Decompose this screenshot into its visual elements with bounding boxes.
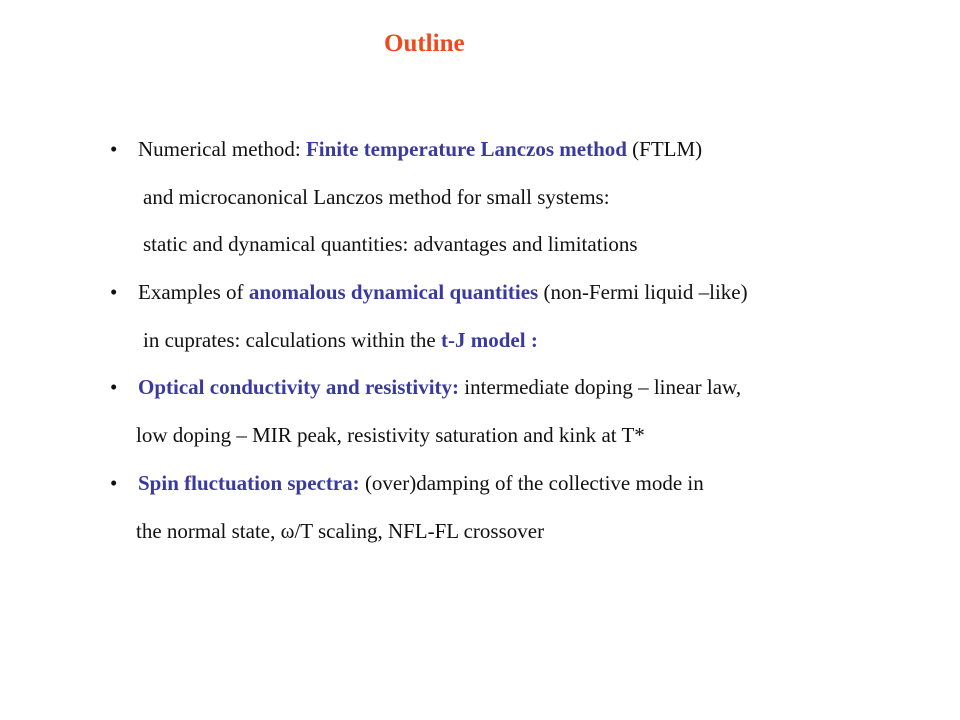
bullet-1: • (110, 137, 118, 161)
item-3-line-2: low doping – MIR peak, resistivity saturation and kink at T* (136, 423, 645, 447)
item-2-line-1 (138, 279, 748, 305)
bullet-2: • (110, 280, 118, 304)
item-2-line-2 (143, 327, 538, 353)
item-3-text-c: intermediate doping – linear law, (459, 375, 742, 399)
item-1-line-2: and microcanonical Lanczos method for small systems: (143, 185, 610, 209)
item-1-text-c: (FTLM) (626, 137, 703, 161)
item-4-highlight: Spin fluctuation spectra: (138, 471, 360, 495)
item-2-highlight: anomalous dynamical quantities (248, 280, 539, 304)
item-2-text-c: (non-Fermi liquid –like) (538, 280, 748, 304)
bullet-4: • (110, 471, 118, 495)
item-4-text-c: (over)damping of the collective mode in (359, 471, 704, 495)
item-1-line-3: static and dynamical quantities: advantages and limitations (143, 232, 638, 256)
item-1-highlight: Finite temperature Lanczos method (305, 137, 627, 161)
item-2-text-a: Examples of (138, 280, 249, 304)
bullet-3: • (110, 375, 118, 399)
slide-title: Outline (384, 30, 465, 57)
item-2-line-2-text: in cuprates: calculations within the (143, 328, 441, 352)
item-4-line-2: the normal state, ω/T scaling, NFL-FL crossover (136, 519, 545, 543)
item-3-line-1 (138, 374, 741, 400)
item-1-line-1 (138, 136, 702, 162)
item-4-line-1 (138, 470, 704, 496)
item-2-line-2-highlight: t-J model : (441, 328, 538, 352)
item-3-highlight: Optical conductivity and resistivity: (138, 375, 460, 399)
item-1-text-a: Numerical method: (138, 137, 306, 161)
